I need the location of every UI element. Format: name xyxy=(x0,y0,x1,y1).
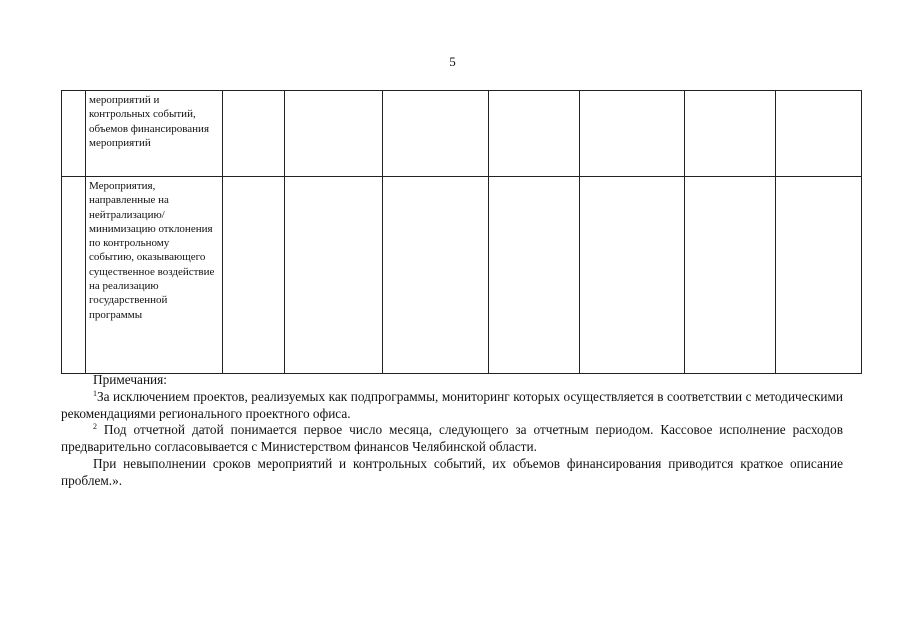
table-cell xyxy=(285,91,383,177)
page-number: 5 xyxy=(449,54,456,69)
footnote-2-marker: 2 xyxy=(93,422,97,432)
table-cell xyxy=(685,91,776,177)
notes-section xyxy=(61,372,843,490)
table-cell xyxy=(776,177,862,374)
notes-heading: Примечания: xyxy=(93,372,167,387)
table-cell-description: Мероприятия, направленные на нейтрализацию/ минимизацию отклонения по контрольному событию, оказывающего существенное воздействие на реализацию государственной программы xyxy=(86,177,223,374)
table-row xyxy=(62,177,862,374)
footnote-1-text: За исключением проектов, реализуемых как подпрограммы, мониторинг которых осуществляется в соответствии с методическими рекомендациями регионального проектного офиса. xyxy=(61,388,843,421)
table-cell xyxy=(223,177,285,374)
footnote-1 xyxy=(61,389,843,423)
footnote-2 xyxy=(61,422,843,456)
note-3: При невыполнении сроков мероприятий и контрольных событий, их объемов финансирования приводится краткое описание проблем.». xyxy=(61,455,843,488)
table-cell xyxy=(685,177,776,374)
table-cell xyxy=(383,177,489,374)
footnote-2-text: Под отчетной датой понимается первое число месяца, следующего за отчетным периодом. Кассовое исполнение расходов предварительно согласовывается с Министерством финансов Челябинской области. xyxy=(61,422,843,455)
report-table xyxy=(61,90,862,374)
table-cell xyxy=(285,177,383,374)
table-cell xyxy=(489,177,580,374)
footnote-1-marker: 1 xyxy=(93,388,97,398)
table-cell xyxy=(776,91,862,177)
table-cell xyxy=(580,91,685,177)
table-cell xyxy=(383,91,489,177)
table-cell-description: мероприятий и контрольных событий, объемов финансирования мероприятий xyxy=(86,91,223,177)
table-cell xyxy=(489,91,580,177)
table-cell-number xyxy=(62,91,86,177)
table-row xyxy=(62,91,862,177)
table-cell xyxy=(580,177,685,374)
table-cell xyxy=(223,91,285,177)
table-cell-number xyxy=(62,177,86,374)
